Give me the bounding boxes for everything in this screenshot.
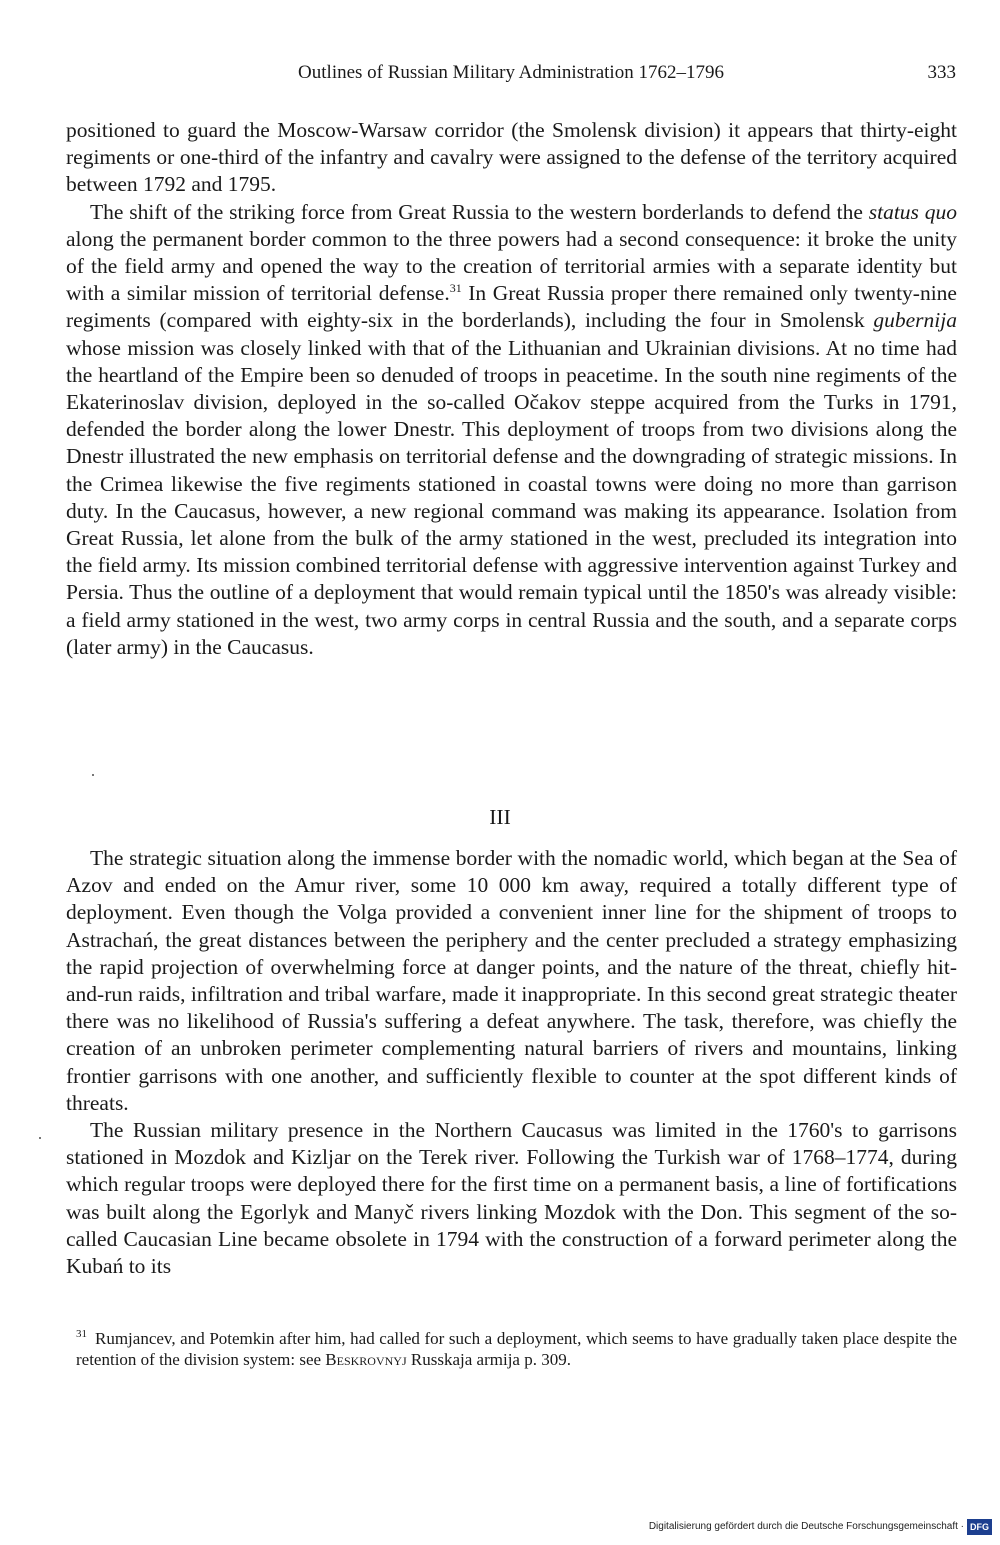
footnote-text-before: Rumjancev, and Potemkin after him, had called for such a deployment, which seems to have gradually taken place despite the retention of the division system: see [76, 1329, 957, 1369]
paragraph-text: whose mission was closely linked with that of the Lithuanian and Ukrainian divisions. At no time had the heartland of the Empire been so denuded of troops in peacetime. In the south nine regiments of the Ekaterinoslav division, deployed in the so-called Očakov steppe acquired from the Turks in 1791, defended the border along the lower Dnestr. This deployment of troops from two divisions along the Dnestr illustrated the new emphasis on territorial defense and the downgrading of strategic missions. In the Crimea likewise the five regiments stationed in coastal towns were doing no more than garrison duty. In the Caucasus, however, a new regional command was making its appearance. Isolation from Great Russia, let alone from the bulk of the army stationed in the west, precluded its integration into the field army. Its mission combined territorial defense with aggressive intervention against Turkey and Persia. Thus the outline of a deployment that would remain typical until the 1850's was already visible: a field army stationed in the west, two army corps in central Russia and the south, and a separate corps (later army) in the Caucasus. [66, 335, 957, 659]
paragraph-text: along the permanent border common to the three powers had a second consequence: it broke the unity of the field army and opened the way to the creation of territorial armies with a separate identity but with a similar mission of territorial defense. [66, 226, 957, 306]
italic-term: status quo [868, 199, 957, 224]
paragraph [66, 1117, 957, 1280]
footnote-number: 31 [76, 1328, 87, 1341]
paragraph-text: The strategic situation along the immense border with the nomadic world, which began at the Sea of Azov and ended on the Amur river, some 10 000 km away, required a totally different type of deployment. Even though the Volga provided a convenient inner line for the shipment of troops to Astrachań, the great distances between the periphery and the center precluded a strategy emphasizing the rapid projection of overwhelming force at danger points, and the nature of the threat, chiefly hit-and-run raids, infiltration and tribal warfare, made it inappropriate. In this second great strategic theater there was no likelihood of Russia's suffering a defeat anywhere. The task, therefore, was chiefly the creation of an unbroken perimeter complementing natural barriers of rivers and mountains, linking frontier garrisons with one another, and sufficiently flexible to counter at the spot different kinds of threats. [66, 846, 957, 1115]
footnote-text-after: Russkaja armija p. 309. [406, 1350, 571, 1369]
paragraph [66, 117, 957, 199]
credit-text: Digitalisierung gefördert durch die Deutsche Forschungsgemeinschaft · [648, 1521, 964, 1532]
paragraph-text: positioned to guard the Moscow-Warsaw corridor (the Smolensk division) it appears that thirty-eight regiments or one-third of the infantry and cavalry were assigned to the defense of the territory acquired between 1792 and 1795. [66, 118, 957, 197]
running-title: Outlines of Russian Military Administration 1762–1796 [298, 62, 724, 83]
section-heading: III [489, 805, 511, 829]
paragraph-text: The Russian military presence in the Northern Caucasus was limited in the 1760's to garrisons stationed in Mozdok and Kizljar on the Terek river. Following the Turkish war of 1768–1774, during which regular troops were deployed there for the first time on a permanent basis, a line of fortifications was built along the Egorlyk and Manyč rivers linking Mozdok with the Don. This segment of the so-called Caucasian Line became obsolete in 1794 with the construction of a forward perimeter along the Kubań to its [66, 1118, 957, 1279]
paragraph-text: In Great Russia proper there remained only twenty-nine regiments (compared with eighty-six in the borderlands), including the four in Smolensk [66, 281, 957, 333]
body-text-upper [66, 117, 957, 661]
paragraph [66, 845, 957, 1117]
scan-speck [92, 774, 94, 776]
paragraph-text: The shift of the striking force from Great Russia to the western borderlands to defend the [90, 199, 869, 224]
italic-term: gubernija [873, 308, 957, 333]
scan-speck [39, 1137, 41, 1139]
page-number: 333 [927, 62, 956, 83]
footnote [76, 1328, 957, 1370]
digitization-credit [649, 1517, 992, 1537]
running-header [66, 60, 956, 90]
paragraph [66, 199, 957, 661]
footnote-ref: 31 [449, 281, 462, 296]
dfg-logo: DFG [967, 1519, 992, 1535]
footnote-author: Beskrovnyj [325, 1350, 407, 1369]
body-text-lower [66, 845, 957, 1280]
